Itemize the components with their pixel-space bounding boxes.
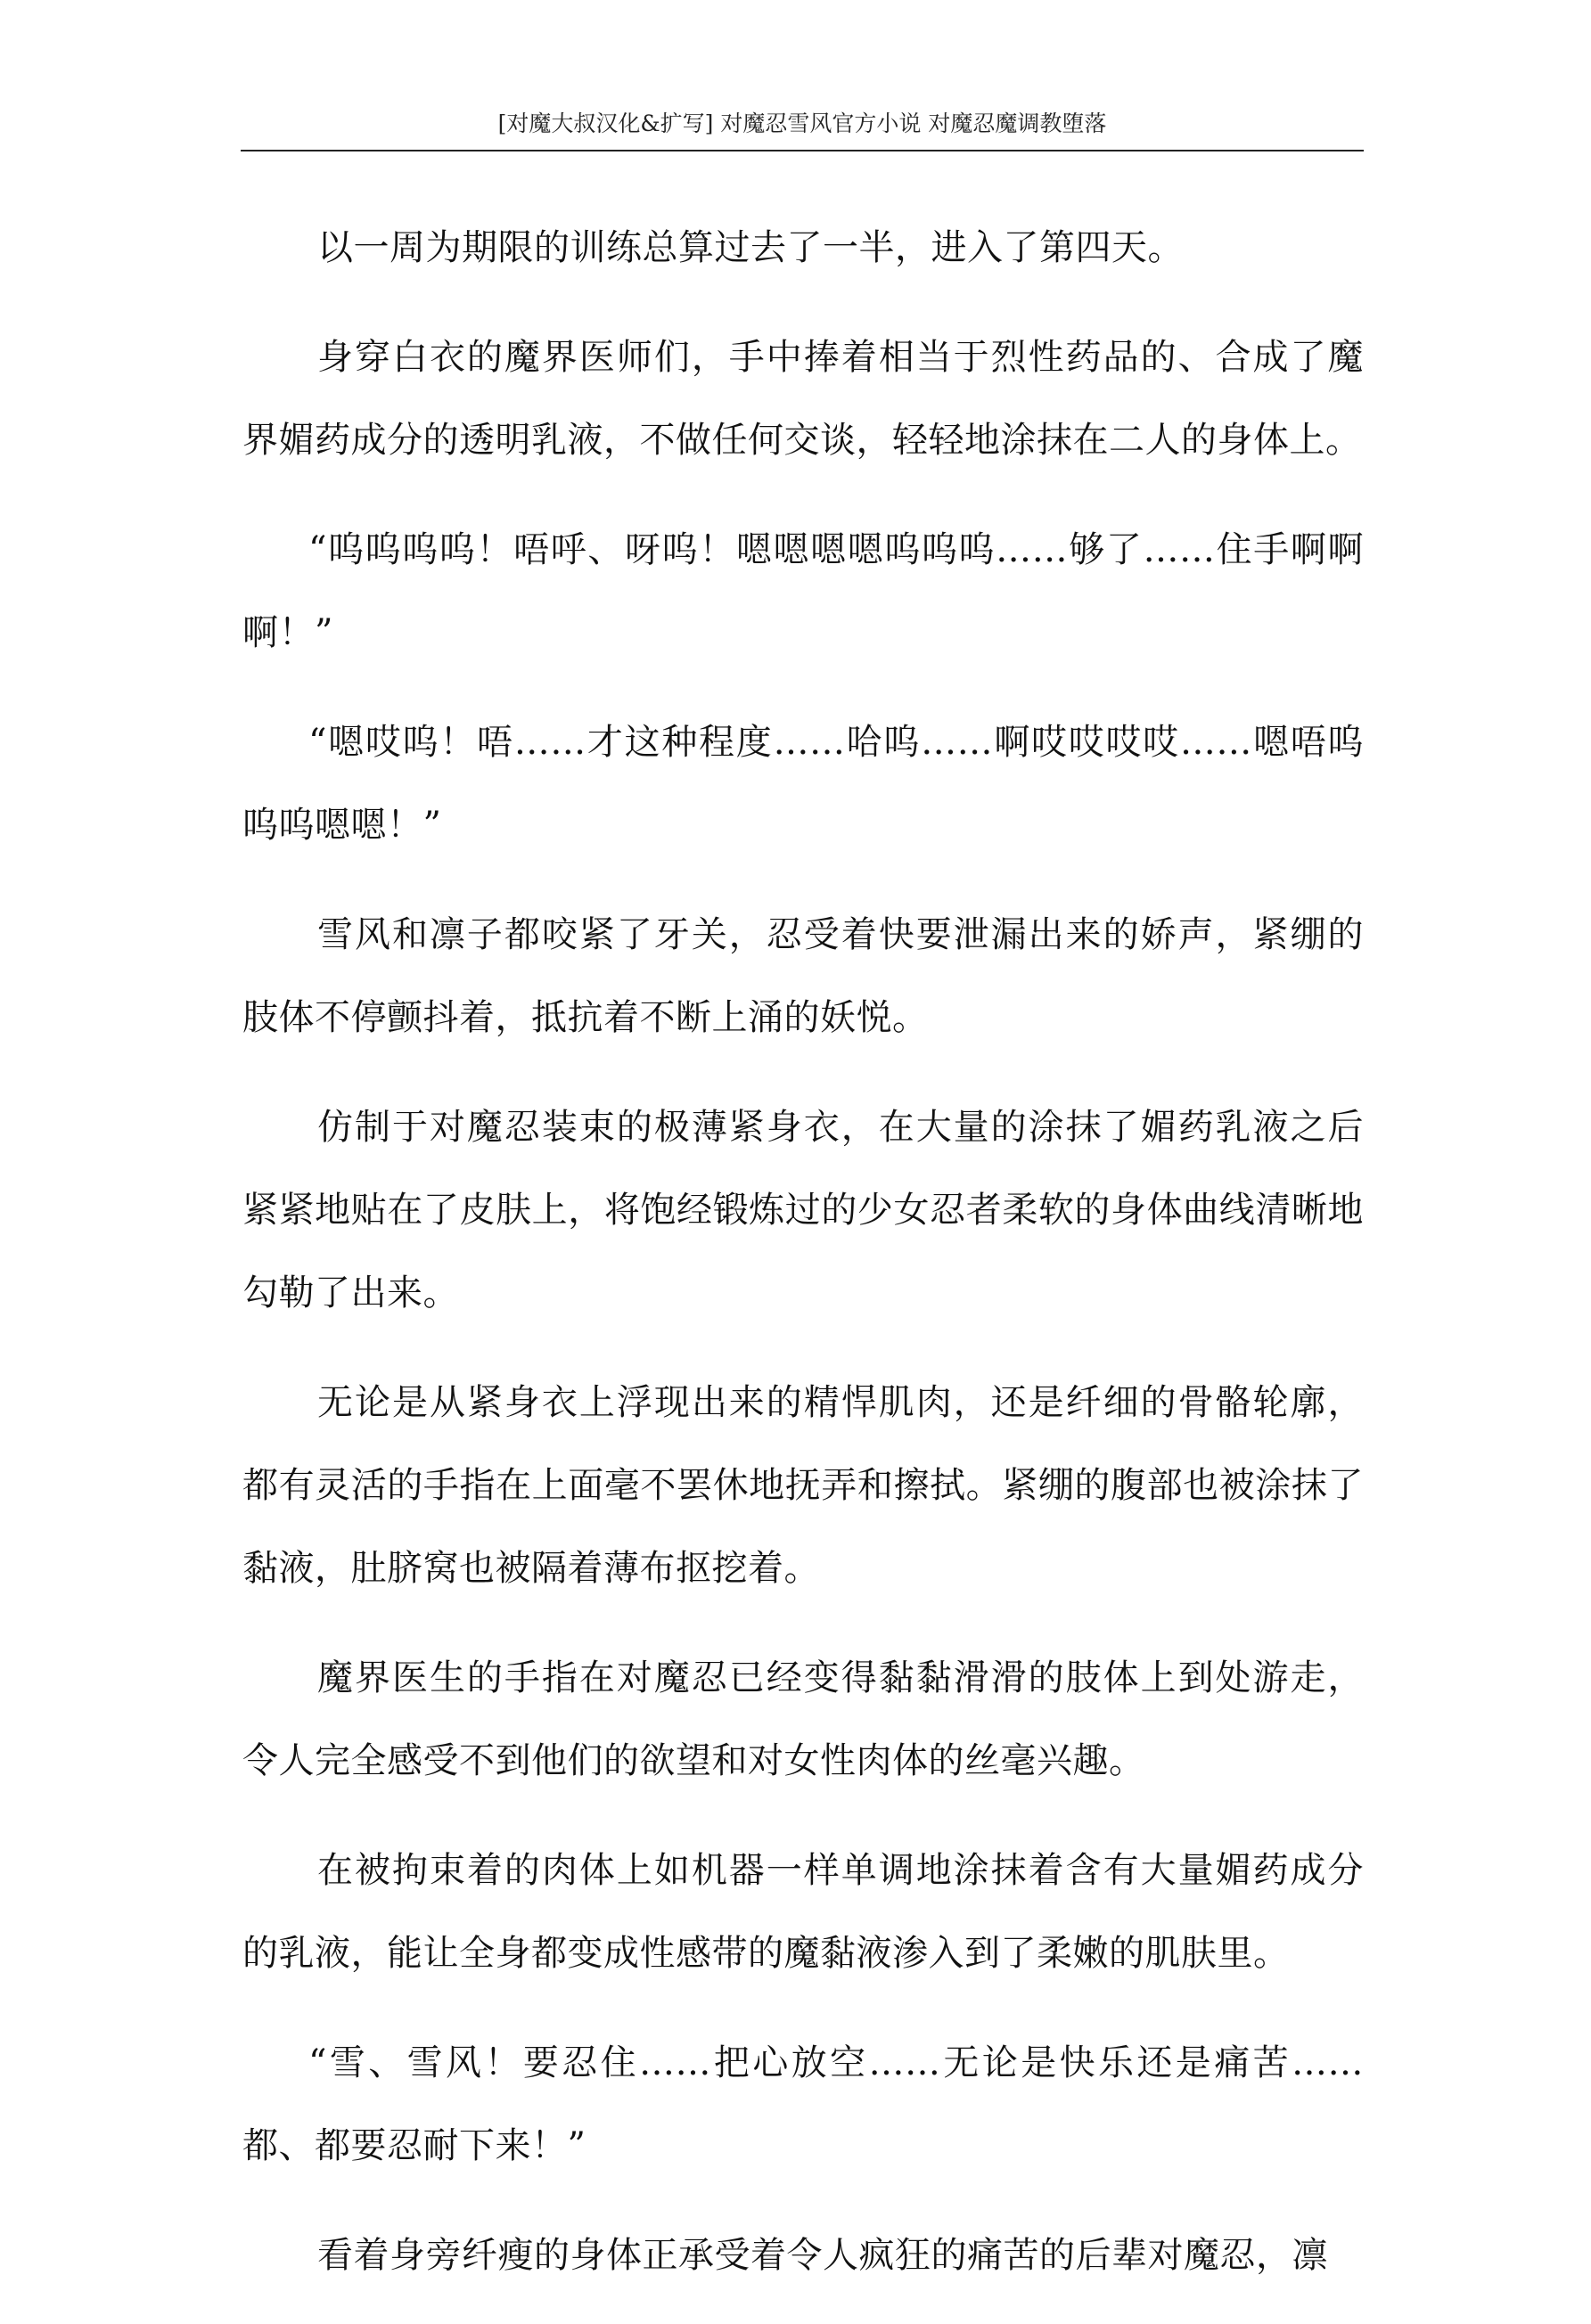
paragraph-8: 魔界医生的手指在对魔忍已经变得黏黏滑滑的肢体上到处游走，令人完全感受不到他们的欲望和对女性肉体的丝毫兴趣。 <box>242 1657 1364 1781</box>
paragraph-2: 身穿白衣的魔界医师们，手中捧着相当于烈性药品的、合成了魔界媚药成分的透明乳液，不做任何交谈，轻轻地涂抹在二人的身体上。 <box>242 337 1364 461</box>
paragraph-7: 无论是从紧身衣上浮现出来的精悍肌肉，还是纤细的骨骼轮廓，都有灵活的手指在上面毫不罢休地抚弄和擦拭。紧绷的腹部也被涂抹了黏液，肚脐窝也被隔着薄布抠挖着。 <box>242 1382 1364 1589</box>
paragraph-1: 以一周为期限的训练总算过去了一半，进入了第四天。 <box>317 227 1184 268</box>
paragraph-10-dialogue: “雪、雪风！要忍住……把心放空……无论是快乐还是痛苦……都、都要忍耐下来！” <box>242 2042 1364 2166</box>
paragraph-3-dialogue: “呜呜呜呜！唔呼、呀呜！嗯嗯嗯嗯呜呜呜……够了……住手啊啊啊！” <box>242 529 1364 653</box>
paragraph-6: 仿制于对魔忍装束的极薄紧身衣，在大量的涂抹了媚药乳液之后紧紧地贴在了皮肤上，将饱经锻炼过的少女忍者柔软的身体曲线清晰地勾勒了出来。 <box>242 1107 1364 1313</box>
running-header <box>241 109 1364 151</box>
paragraph-5: 雪风和凛子都咬紧了牙关，忍受着快要泄漏出来的娇声，紧绷的肢体不停颤抖着，抵抗着不断上涌的妖悦。 <box>242 914 1364 1038</box>
paragraph-9: 在被拘束着的肉体上如机器一样单调地涂抹着含有大量媚药成分的乳液，能让全身都变成性感带的魔黏液渗入到了柔嫩的肌肤里。 <box>242 1850 1364 1974</box>
paragraph-11: 看着身旁纤瘦的身体正承受着令人疯狂的痛苦的后辈对魔忍，凛 <box>317 2235 1328 2276</box>
paragraph-4-dialogue: “嗯哎呜！唔……才这种程度……哈呜……啊哎哎哎哎……嗯唔呜呜呜嗯嗯！” <box>242 722 1364 846</box>
body-text <box>242 207 1364 2324</box>
running-header-text: [对魔大叔汉化&扩写] 对魔忍雪风官方小说 对魔忍魔调教堕落 <box>497 110 1107 136</box>
